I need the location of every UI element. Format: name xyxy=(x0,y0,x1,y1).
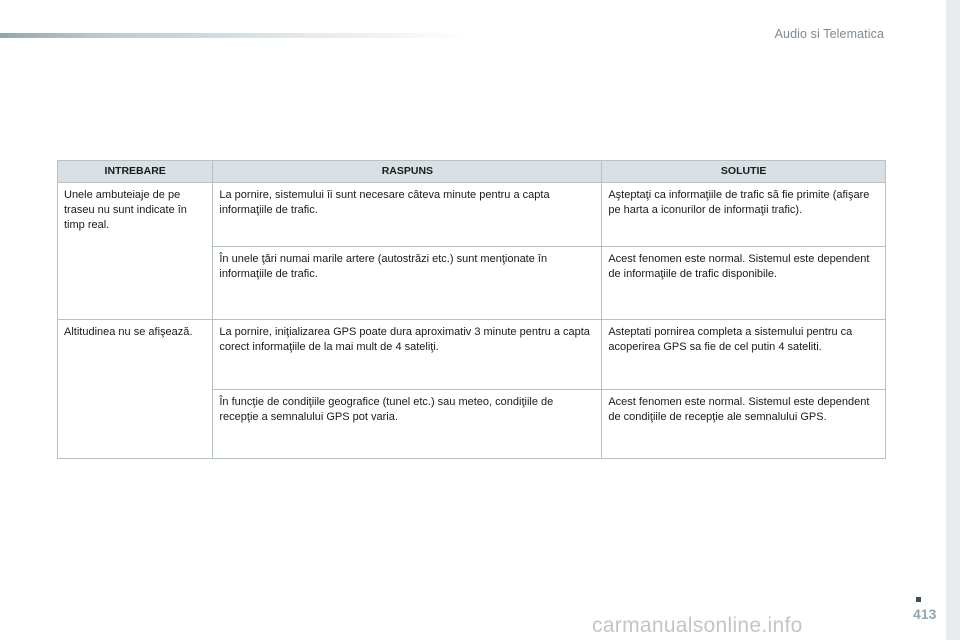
solution-cell: Aşteptaţi ca informaţiile de trafic să fie primite (afişare pe harta a iconurilor de informaţii trafic). xyxy=(602,183,886,247)
watermark: carmanualsonline.info xyxy=(592,614,803,637)
question-cell: Unele ambuteiaje de pe traseu nu sunt indicate în timp real. xyxy=(58,183,213,320)
page-edge-strip xyxy=(946,0,960,640)
header-accent-bar xyxy=(0,33,470,38)
column-header-solution: SOLUTIE xyxy=(602,161,886,183)
table-row xyxy=(58,183,886,247)
section-title: Audio si Telematica xyxy=(774,27,884,41)
troubleshooting-table xyxy=(57,160,886,459)
column-header-question: INTREBARE xyxy=(58,161,213,183)
table-header-row xyxy=(58,161,886,183)
page-marker-square xyxy=(916,597,921,602)
solution-cell: Acest fenomen este normal. Sistemul este dependent de informaţiile de trafic disponibile. xyxy=(602,247,886,320)
page-number: 413 xyxy=(913,606,937,622)
question-cell: Altitudinea nu se afişează. xyxy=(58,320,213,459)
answer-cell: În unele ţări numai marile artere (autostrăzi etc.) sunt menţionate în informaţiile de trafic. xyxy=(213,247,602,320)
column-header-answer: RASPUNS xyxy=(213,161,602,183)
table-row xyxy=(58,320,886,390)
answer-cell: La pornire, sistemului îi sunt necesare câteva minute pentru a capta informaţiile de trafic. xyxy=(213,183,602,247)
solution-cell: Asteptati pornirea completa a sistemului pentru ca acoperirea GPS sa fie de cel putin 4 sateliti. xyxy=(602,320,886,390)
answer-cell: În funcţie de condiţiile geografice (tunel etc.) sau meteo, condiţiile de recepţie a semnalului GPS pot varia. xyxy=(213,390,602,459)
answer-cell: La pornire, iniţializarea GPS poate dura aproximativ 3 minute pentru a capta corect informaţiile de la mai mult de 4 sateliţi. xyxy=(213,320,602,390)
solution-cell: Acest fenomen este normal. Sistemul este dependent de condiţiile de recepţie ale semnalului GPS. xyxy=(602,390,886,459)
